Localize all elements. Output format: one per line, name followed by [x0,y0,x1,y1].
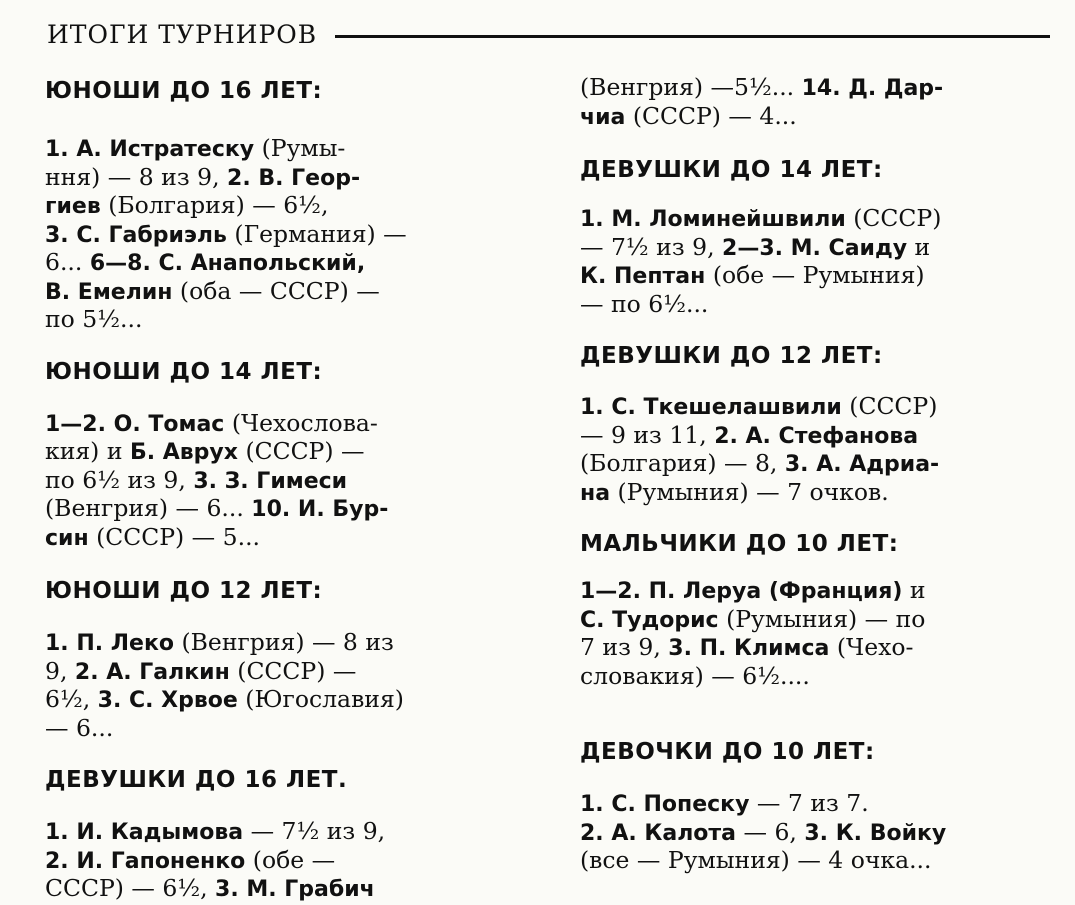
text-run: и [907,232,931,261]
text-line [580,262,1050,291]
text-line [45,306,525,333]
section-boys-u12 [45,576,525,741]
section-body [580,74,1050,131]
text-line [580,790,1050,819]
section-body [580,577,1050,689]
bold-text: В. Емелин [45,279,173,305]
text-run: словакия) — 6½.... [580,661,810,690]
header [47,14,1050,54]
text-run: (все — Румыния) — 4 очка... [580,846,932,874]
section-heading: ЮНОШИ ДО 16 ЛЕТ: [45,78,323,104]
text-run: — 6... [45,713,114,742]
section-heading: ЮНОШИ ДО 14 ЛЕТ: [45,358,323,385]
bold-text: 1. И. Кадымова [45,820,244,845]
bold-text: 3. А. Адриа- [784,452,940,477]
text-line [45,818,525,847]
text-run: кия) и [45,437,130,465]
text-run: (Германия) — [226,219,407,248]
text-line [580,450,1050,479]
text-run: — по 6½... [580,289,709,318]
text-run: — 9 из 11, [580,420,715,449]
text-line [580,847,1050,874]
section-body [45,818,525,904]
left-column [45,62,525,904]
section-heading: МАЛЬЧИКИ ДО 10 ЛЕТ: [580,531,899,557]
text-run: по 5½... [45,305,143,333]
section-girls-u12 [580,341,1050,507]
text-run: — 7 из 7. [749,789,869,817]
text-run: 6½, [45,685,98,713]
text-run: (СССР) [845,204,942,232]
text-run: по 6½ из 9, [45,465,194,494]
text-run: 7 из 9, [580,633,669,661]
text-run: — 7½ из 9, [243,817,386,845]
text-run: (Румыния) — по [718,604,926,633]
text-line [45,438,525,467]
text-run: — 7½ из 9, [580,232,723,261]
section-boys-u14 [45,357,525,553]
text-line [45,164,525,193]
bold-text: 2. А. Стефанова [714,423,919,449]
text-line [580,205,1050,234]
bold-text: 1—2. П. Леруа (Франция) [580,579,903,604]
bold-text: на [580,480,611,506]
section-heading: ДЕВУШКИ ДО 12 ЛЕТ: [580,343,883,369]
text-line [45,192,525,221]
text-line [580,422,1050,451]
bold-text: С. Тудорис [580,607,719,633]
bold-text: 1—2. О. Томас [45,411,225,437]
text-run: (Болгария) — 6½, [100,191,329,219]
bold-text: 2. В. Геор- [227,165,361,191]
text-line [580,479,1050,508]
section-girls-u14 [580,155,1050,317]
text-run: (Румыния) — 7 очков. [610,477,889,506]
section-heading: ДЕВУШКИ ДО 14 ЛЕТ: [580,157,883,183]
text-line [580,819,1050,848]
text-run: (Венгрия) — 8 из [174,628,394,656]
text-line [45,467,525,496]
text-run: — 6, [736,817,805,846]
text-line [580,606,1050,635]
text-run: (Чехослова- [224,408,378,437]
bold-text: 1. С. Попеску [580,792,750,817]
text-run: (Венгрия) — 6... [45,494,252,522]
section-heading: ДЕВУШКИ ДО 16 ЛЕТ. [45,767,348,793]
text-run: (СССР) — [237,437,365,465]
section-heading: ЮНОШИ ДО 12 ЛЕТ: [45,578,323,604]
bold-text: 2. А. Галкин [74,659,230,685]
bold-text: 3. П. Климса [668,636,830,661]
section-boys-u16 [45,76,525,333]
text-line [45,686,525,715]
text-line [45,221,525,250]
header-rule [335,35,1050,38]
text-line [580,663,1050,690]
section-girls-u10 [580,737,1050,874]
text-line [580,634,1050,663]
text-line [580,234,1050,263]
text-run: (обе — [245,845,336,874]
text-line [580,103,1050,132]
text-run: (Румы- [254,134,346,162]
text-run: 9, [45,656,75,685]
text-run: (Чехо- [829,633,914,661]
text-line [580,393,1050,422]
text-run: (Венгрия) —5½... [580,73,802,101]
section-boys-u10 [580,529,1050,689]
text-run: (обе — Румыния) [705,261,925,289]
text-line [45,278,525,307]
section-body [580,790,1050,874]
text-line [45,524,525,553]
bold-text: син [45,525,89,551]
page-title: ИТОГИ ТУРНИРОВ [47,19,318,49]
bold-text: 3. С. Хрвое [97,688,238,713]
text-line [45,715,525,742]
text-line [45,135,525,164]
section-body [45,629,525,741]
section-body [45,410,525,553]
text-line [45,658,525,687]
section-continued [580,74,1050,131]
text-run: 6... [45,248,90,276]
section-body [45,135,525,333]
bold-text: 3. С. Габриэль [45,222,227,248]
bold-text: 14. Д. Дар- [801,76,944,101]
text-run: (СССР) [841,392,938,420]
bold-text: 2—3. М. Саиду [722,235,908,261]
text-line [45,410,525,439]
text-run: СССР) — 6½, [45,874,216,902]
section-body [580,393,1050,507]
text-line [45,629,525,658]
bold-text: 1. С. Ткешелашвили [580,395,842,420]
text-line [45,249,525,278]
text-line [580,291,1050,318]
bold-text: 2. И. Гапоненко [45,848,246,874]
text-run: (оба — СССР) — [172,276,380,305]
bold-text: 1. М. Ломинейшвили [580,207,846,232]
bold-text: гиев [45,194,101,219]
bold-text: 1. П. Леко [45,631,174,656]
text-line [45,847,525,876]
bold-text: 3. М. Грабич [215,877,375,902]
text-run: (Болгария) — 8, [580,449,785,477]
bold-text: 3. З. Гимеси [193,468,348,494]
bold-text: 2. А. Калота [580,820,737,846]
text-line [580,74,1050,103]
right-column [580,62,1050,874]
text-run: (СССР) — 4... [625,101,797,130]
text-line [580,577,1050,606]
bold-text: чиа [580,104,626,130]
bold-text: 6—8. С. Анапольский, [89,251,366,276]
bold-text: 3. К. Войку [804,820,947,846]
bold-text: Б. Аврух [129,440,238,465]
bold-text: 1. А. Истратеску [45,137,255,162]
text-run: ння) — 8 из 9, [45,162,228,191]
section-girls-u16 [45,765,525,904]
text-run: и [902,576,926,604]
text-run: (СССР) — [229,656,357,685]
section-heading: ДЕВОЧКИ ДО 10 ЛЕТ: [580,739,875,765]
text-run: (Югославия) [237,685,404,713]
text-line [45,875,525,904]
text-run: (СССР) — 5... [88,522,261,551]
bold-text: К. Пептан [580,264,706,289]
bold-text: 10. И. Бур- [251,497,389,522]
text-line [45,495,525,524]
section-body [580,205,1050,317]
